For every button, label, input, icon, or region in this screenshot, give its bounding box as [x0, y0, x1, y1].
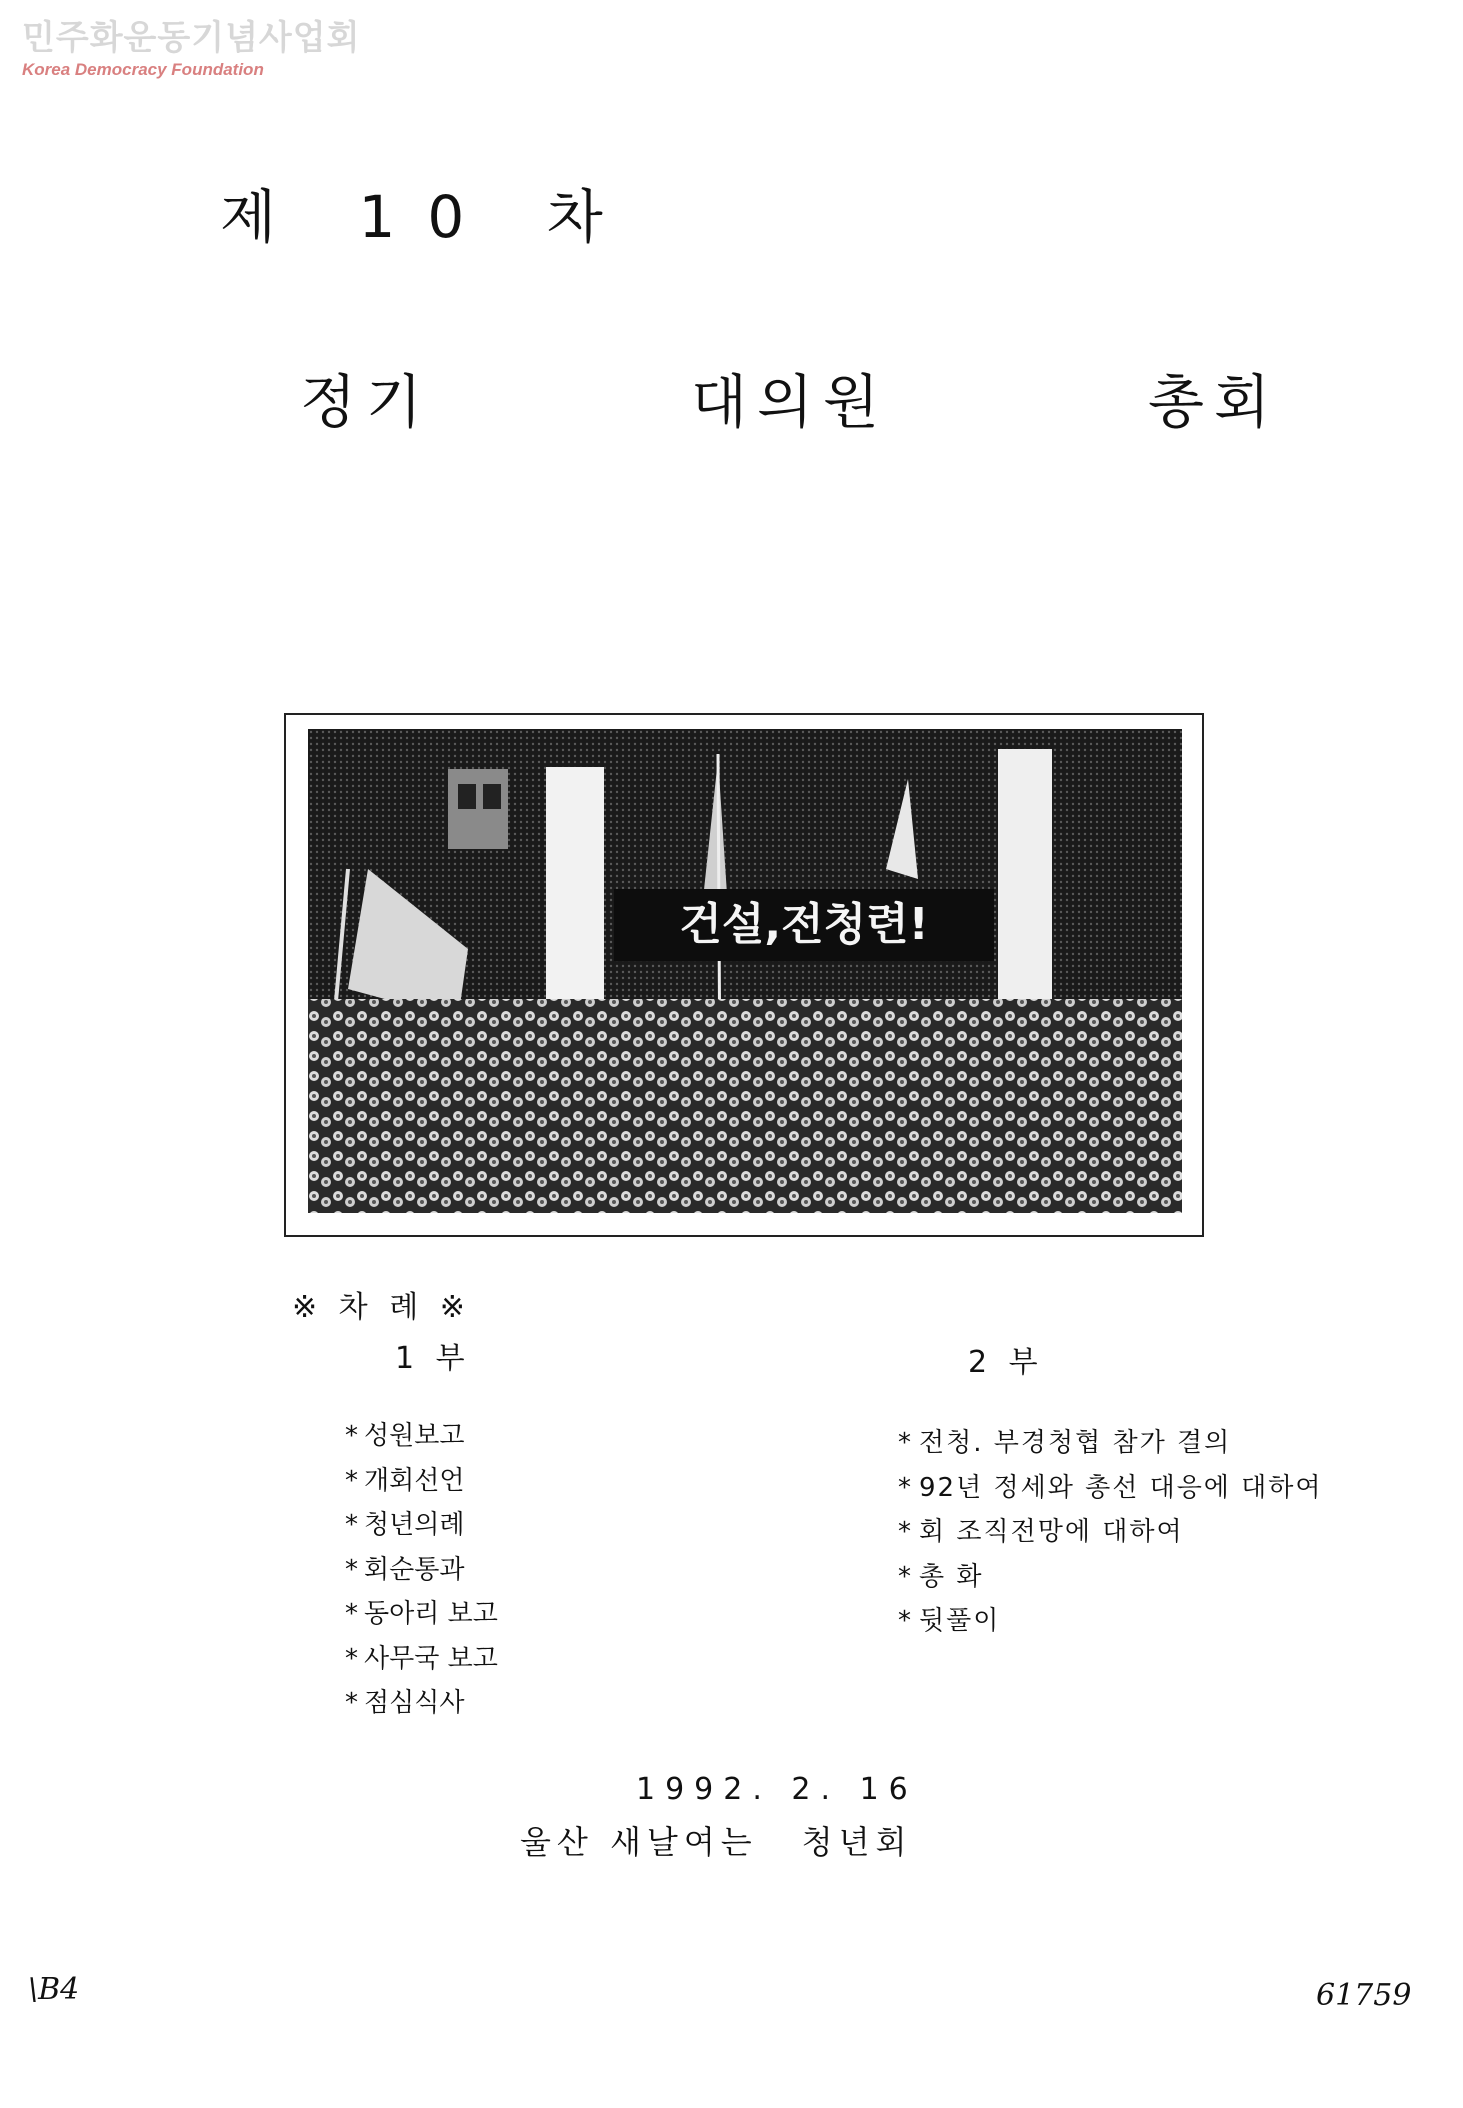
photo-frame	[284, 713, 1204, 1237]
list-item: * 총 화	[898, 1561, 984, 1592]
toc-heading: ※ 차 례 ※	[292, 1290, 471, 1325]
part2-label: 2 부	[968, 1345, 1044, 1380]
watermark-korean: 민주화운동기념사업회	[22, 18, 361, 58]
rally-photo	[308, 729, 1182, 1213]
list-item: * 성원보고	[345, 1421, 465, 1451]
list-item: * 회순통과	[345, 1554, 465, 1585]
list-item: * 개회선언	[345, 1465, 465, 1496]
list-item: * 점심식사	[345, 1688, 465, 1718]
document-title-line1: 제 10 차	[220, 183, 635, 251]
watermark	[22, 18, 360, 80]
list-item: * 회 조직전망에 대하여	[898, 1517, 1184, 1547]
document-title-line2	[300, 355, 1280, 439]
list-item: * 뒷풀이	[898, 1606, 1001, 1636]
part1-label: 1 부	[395, 1341, 471, 1376]
organization-name-part1: 울산 새날여는	[520, 1823, 758, 1861]
document-date: 1992. 2. 16	[636, 1772, 918, 1807]
list-item: * 청년의례	[345, 1510, 465, 1540]
list-item: * 전청. 부경청협 참가 결의	[898, 1428, 1232, 1458]
handwritten-mark-left: \B4	[28, 1972, 80, 2007]
part2-agenda-list	[898, 1421, 1323, 1644]
list-item: * 사무국 보고	[345, 1643, 498, 1674]
list-item: * 동아리 보고	[345, 1599, 498, 1629]
watermark-english: Korea Democracy Foundation	[22, 60, 264, 79]
list-item: * 92년 정세와 총선 대응에 대하여	[898, 1472, 1323, 1503]
banner-center-text: 건설,전청련!	[679, 899, 929, 950]
title-word-delegates: 대의원	[690, 368, 890, 436]
part1-agenda-list	[345, 1414, 498, 1726]
organization-name-part2: 청년회	[801, 1823, 913, 1861]
title-word-regular: 정기	[300, 368, 433, 436]
handwritten-mark-right: 61759	[1316, 1978, 1412, 2013]
title-word-assembly: 총회	[1147, 368, 1280, 436]
organization-name	[520, 1817, 912, 1863]
